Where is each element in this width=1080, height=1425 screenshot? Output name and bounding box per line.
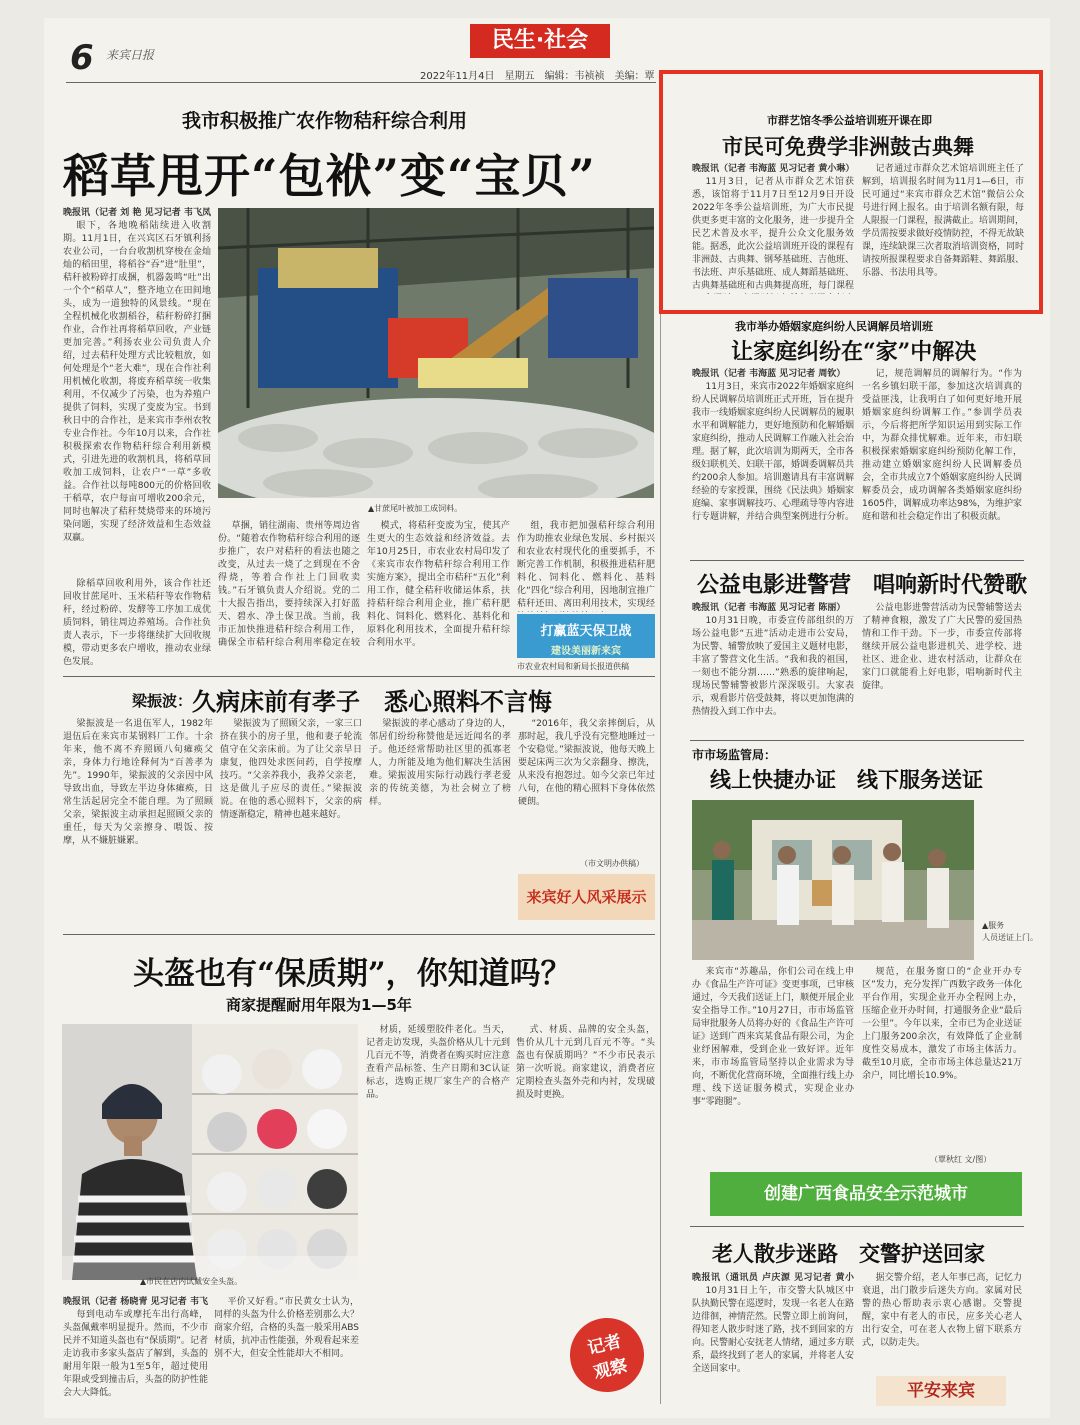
helmet-body-3: 材质，延缓塑胶件老化。当天，记者走访发现，头盔价格从几十元到几百元不等，消费者在购买时应注意查看产品标签、生产日期和3C认证标志，选购正规厂家生产的合格产品。	[366, 1025, 510, 1100]
market-body-1: 来宾市“苏趣品，你们公司在线上申办《食品生产许可证》变更事项，已审核通过，今天我们送证上门，顺便开展企业安全指导工作。”10月27日，市市场监管局审批服务人员将办好的《食品生产许可证》送到广西来宾某食品有限公司，为企业纾困解难，受到企业一致好评。近年来，市市场监管局坚持以企业需求为导向，不断优化营商环境，全面推行线上办理、线下送证服务模式，实现企业办事“零跑腿”。	[692, 967, 854, 1107]
caregiver-body-3: 梁振波的孝心感动了身边的人，邻居们纷纷称赞他是远近闻名的孝子。他还经常帮助社区里的孤寡老人，力所能及地为他们解决生活困难。梁振波用实际行动践行孝老爱亲的传统美德，为社会树立了榜样。	[369, 719, 511, 807]
masthead-logo: 来宾日报	[106, 48, 155, 62]
helmet-photo	[62, 1024, 358, 1280]
caregiver-title: 久病床前有孝子 悉心照料不言悔	[192, 687, 552, 716]
straw-photo	[218, 208, 654, 498]
highlight-box	[659, 70, 1043, 314]
straw-banner	[517, 614, 655, 658]
straw-title: 稻草甩开“包袱”变“宝贝”	[63, 149, 596, 203]
straw-kicker: 我市积极推广农作物秸秆综合利用	[182, 110, 468, 132]
movie-body-2: 公益电影进警营活动为民警辅警送去了精神食粮，激发了广大民警的爱国热情和工作干劲。下一步，市委宣传部将继续开展公益电影进机关、进学校、进社区、进企业、进农村活动，让群众在家门口就能看上好电影，唱响新时代主旋律。	[862, 603, 1022, 691]
caregiver-body-2: 梁振波为了照顾父亲，一家三口挤在狭小的房子里，他和妻子轮流值守在父亲床前。为了让父亲早日康复，他四处求医问药，自学按摩技巧。“父亲养我小，我养父亲老，这是做儿子应尽的责任。”梁振波说。在他的悉心照料下，父亲的病情逐渐稳定，精神也越来越好。	[220, 719, 362, 820]
straw-byline: 晚报讯（记者 刘 艳 见习记者 韦飞凤	[63, 208, 211, 217]
straw-body-5: 组，我市把加强秸秆综合利用作为助推农业绿色发展、乡村振兴和农业农村现代化的重要抓手，不断完善工作机制，积极推进秸秆肥料化、饲料化、燃料化、基料化“四化”综合利用，因地制宜推广秸秆还田、离田利用技术，实现经	[517, 521, 655, 609]
helmet-body-1: 每到电动车或摩托车出行高峰，头盔佩戴率明显提升。然而，不少市民并不知道头盔也有“保质期”。记者走访我市多家头盔店了解到，头盔的耐用年限一般为1至5年，超过使用年限或受到撞击后，头盔的防护性能会大大降低。	[63, 1310, 208, 1398]
market-bottom-rule	[690, 1226, 1024, 1227]
dance-title: 市民可免费学非洲鼓古典舞	[722, 134, 974, 159]
caregiver-source: （市文明办供稿）	[580, 859, 644, 868]
caregiver-name: 梁振波：	[132, 692, 193, 710]
dance-body-1: 11月3日，记者从市群众艺术馆获悉，该馆将于11月7日至12月9日开设2022年冬季公益培训班，为广大市民提供更多更丰富的文化服务，进一步提升全民艺术普及水平，提升公众文化服务效能。据悉，此次公益培训班开设的课程有非洲鼓、古典舞、钢琴基础班、吉他班、书法班、声乐基础班、成人舞蹈基础班、古典舞基础班和古典舞提高班，每门课程	[692, 177, 854, 291]
dance-body-2: 记者通过市群众艺术馆培训班主任了解到，培训报名时间为11月1—6日，市民可通过“来宾市群众艺术馆”微信公众号进行网上报名。由于培训名额有限，每人限报一门课程，报满截止。培训期间，学员需按要求做好疫情防控，不得无故缺课，连续缺课三次者取消培训资格，同时请按所报课程要求自备舞蹈鞋、舞蹈服、乐器、书法用具等。	[862, 164, 1024, 278]
straw-bottom-rule	[63, 676, 655, 677]
market-caption-1: ▲服务	[982, 921, 1005, 930]
stamp-line2: 观察	[591, 1355, 630, 1384]
mediation-kicker: 我市举办婚姻家庭纠纷人民调解员培训班	[735, 320, 933, 333]
market-photo	[692, 800, 974, 960]
market-body-2: 规范，在服务窗口的“企业开办专区”发力，充分发挥广西数字政务一体化平台作用，实现企业开办全程网上办，压缩企业开办时间，打通服务企业“最后一公里”。今年以来，全市已为企业送证上门服务200余次，有效降低了企业制度性交易成本，激发了市场主体活力。截至10月底，全市市场主体总量达21万余户，同比增长10.9%。	[862, 967, 1022, 1081]
straw-caption: ▲甘蔗尾叶被加工成饲料。	[368, 504, 463, 513]
movie-bottom-rule	[690, 740, 1024, 741]
straw-body-1: 眼下，各地晚稻陆续进入收割期。11月1日，在兴宾区石牙镇利扬农业公司，一台台收割机穿梭在金灿灿的稻田里，将稻谷“吞”进“肚里”，秸秆被粉碎打成捆，机器轰鸣“吐”出一个个“稻草人”，整齐地立在田间地头，成为一道独特的风景线。“现在全程机械化收割稻谷，秸秆粉碎打捆作业，合作社再将稻草回收，产业链更加完善。”利扬农业公司负责人介绍，过去秸秆处理方式比较粗放，如何处理是个“老大难”，现在合作社利用机械化收割，将废弃稻草统一收集利用，不仅减少了污染，也为养殖户提供了饲料，实现了变废为宝。书到秋日中的合作社，是来宾市李州农牧专业合作社。今年10月以来，合作社积极探索农作物秸秆综合利用新模式，引进先进的收割机具，将稻草回收加工成饲料，让农户“一草”多收益。合作社以每吨800元的价格回收干稻草，农户每亩可增收200余元，同时也解决了秸秆焚烧带来的环境污染问题，实现了经济效益和生态效益双赢。	[63, 221, 211, 543]
helmet-caption: ▲市民在店内试戴安全头盔。	[140, 1277, 243, 1286]
mediation-body-1: 11月3日，来宾市2022年婚姻家庭纠纷人民调解员培训班正式开班，旨在提升我市一线婚姻家庭纠纷人民调解员的履职水平和调解能力，更好地预防和化解婚姻家庭纠纷，推动人民调解工作融入社会治理。据了解，此次培训为期两天，全市各级妇联机关、妇联干部，婚调委调解员共约200余人参加。培训邀请具有丰富调解经验的专家授课，围绕《民法典》婚姻家庭编、家事调解技巧、心理疏导等内容进行专题讲解，并结合典型案例进行分析。	[692, 382, 854, 522]
dance-kicker: 市群艺馆冬季公益培训班开课在即	[767, 114, 932, 127]
elderly-body-2: 据交警介绍，老人年事已高，记忆力衰退，出门散步后迷失方向。家属对民警的热心帮助表示衷心感谢。交警提醒，家中有老人的市民，应多关心老人出行安全，可在老人衣物上留下联系方式，以防走失。	[862, 1273, 1022, 1348]
helmet-title: 头盔也有“保质期”，你知道吗？	[133, 956, 572, 992]
helmet-body-4: 式、材质、品牌的安全头盔，售价从几十元到几百元不等。“头盔也有保质期吗？”不少市民表示第一次听说。商家建议，消费者应定期检查头盔外壳和内衬，发现破损及时更换。	[516, 1025, 655, 1100]
straw-banner-line1: 打赢蓝天保卫战	[540, 624, 632, 639]
caregiver-body-1: 梁振波是一名退伍军人，1982年退伍后在来宾市某钢料厂工作。十余年来，他不离不弃照顾八旬瘫痪父亲，身体力行地诠释何为“百善孝为先”。1990年，梁振波的父亲因中风导致出血，导致左半边身体瘫痪，日常生活起居完全不能自理。为了照顾父亲，梁振波主动承担起照顾父亲的重任，每天为父亲擦身、喂饭、按摩，从不嫌脏嫌累。	[63, 719, 213, 846]
straw-body-4: 模式，将秸秆变废为宝，使其产生更大的生态效益和经济效益。去年10月25日，市农业农村局印发了《来宾市农作物秸秆综合利用工作实施方案》，提出全市秸秆“五化”利用工作，健全秸秆收储运体系，扶持秸秆综合利用企业，推广秸秆肥料化、饲料化、燃料化、基料化和原料化利用技术，全面提升秸秆综合利用水平。	[367, 521, 510, 648]
movie-body-1: 10月31日晚，市委宣传部组织的万场公益电影“五进”活动走进市公安局，为民警、辅警放映了爱国主义题材电影，丰富了警营文化生活。“我和我的祖国，一刻也不能分割……”熟悉的旋律响起，现场民警辅警被影片深深吸引。大家表示，观看影片倍受鼓舞，将以更加饱满的热情投入到工作中去。	[692, 616, 854, 717]
elderly-byline: 晚报讯（通讯员 卢庆源 见习记者 黄小	[692, 1273, 854, 1283]
market-banner: 创建广西食品安全示范城市	[710, 1172, 1022, 1216]
market-title: 线上快捷办证 线下服务送证	[710, 767, 983, 792]
caregiver-banner: 来宾好人风采展示	[518, 874, 655, 920]
helmet-body-2: 平价又好看。”市民黄女士认为，同样的头盔为什么价格差别那么大？商家介绍，合格的头盔一般采用ABS材质，抗冲击性能强，外观看起来差别不大，但安全性能却大不相同。	[214, 1297, 359, 1359]
mediation-bottom-rule	[690, 560, 1024, 561]
straw-banner-line2: 建设美丽新来宾	[551, 646, 621, 657]
helmet-byline: 晚报讯（记者 杨晓青 见习记者 韦飞	[63, 1297, 208, 1307]
movie-byline: 晚报讯（记者 韦海蓝 见习记者 陈丽）	[692, 603, 846, 613]
header-rule	[66, 82, 656, 83]
safe-laibin-banner: 平安来宾	[876, 1376, 1006, 1406]
movie-title: 公益电影进警营 唱响新时代赞歌	[697, 572, 1028, 598]
dance-byline: 晚报讯（记者 韦海蓝 见习记者 黄小琳）	[692, 164, 854, 174]
helmet-subtitle: 商家提醒耐用年限为1—5年	[226, 996, 412, 1014]
section-banner: 民生·社会	[470, 24, 610, 58]
caregiver-bottom-rule	[63, 934, 655, 935]
page-number: 6	[70, 38, 94, 78]
caregiver-body-4: “2016年，我父亲摔倒后，从那时起，我几乎没有完整地睡过一个安稳觉。”梁振波说，他每天晚上要起床两三次为父亲翻身、擦洗，从来没有抱怨过。如今父亲已年过八旬，在他的精心照料下身体依然硬朗。	[518, 719, 655, 807]
elderly-title: 老人散步迷路 交警护送回家	[712, 1241, 985, 1266]
market-caption-2: 人员送证上门。	[982, 933, 1038, 942]
elderly-body-1: 10月31日上午，市交警大队城区中队执勤民警在巡逻时，发现一名老人在路边徘徊，神情茫然。民警立即上前询问，得知老人散步时迷了路，找不到回家的方向。民警耐心安抚老人情绪，通过多方联系，最终找到了老人的家属，并将老人安全送回家中。	[692, 1286, 854, 1374]
straw-body-3: 草捆，销往湖南、贵州等周边省份。“随着农作物秸秆综合利用的逐步推广，农户对秸秆的看法也随之改变，从过去一烧了之到现在不舍得烧，等着合作社上门回收卖钱。”石牙镇负责人介绍说。党的二十大报告指出，要持续深入打好蓝天、碧水、净土保卫战。当前，我市正加快推进秸秆综合利用工作，确保全市秸秆综合利用率稳定在较	[218, 521, 360, 648]
mediation-byline: 晚报讯（记者 韦海蓝 见习记者 周钦）	[692, 369, 846, 379]
stamp-line1: 记者	[585, 1331, 624, 1360]
mediation-title: 让家庭纠纷在“家”中解决	[731, 339, 977, 365]
straw-body-2: 除稻草回收利用外，该合作社还回收甘蔗尾叶、玉米秸秆等农作物秸秆，经过粉碎、发酵等工序加工成优质饲料，销往周边养殖场。合作社负责人表示，下一步将继续扩大回收规模，带动更多农户增收，推动农业绿色发展。	[63, 579, 211, 667]
straw-source: 市农业农村局和新局长报道供稿	[517, 662, 629, 671]
dateline: 2022年11月4日 星期五 编辑：韦祯祯 美编：覃	[420, 71, 655, 82]
mediation-body-2: 记，规范调解员的调解行为。“作为一名乡镇妇联干部，参加这次培训真的受益匪浅，让我明白了如何更好地开展婚姻家庭纠纷调解工作。”参训学员表示，今后将把所学知识运用到实际工作中，为群众排忧解难。近年来，市妇联积极探索婚姻家庭纠纷预防化解工作，推动建立婚姻家庭纠纷人民调解委员会，全市共成立7个婚姻家庭纠纷人民调解委员会，成功调解各类婚姻家庭纠纷1605件，调解成功率达98%，为维护家庭和谐和社会稳定作出了积极贡献。	[862, 369, 1022, 522]
market-dept: 市市场监管局：	[692, 748, 777, 762]
market-author: （覃秋红 文/图）	[930, 1155, 992, 1164]
